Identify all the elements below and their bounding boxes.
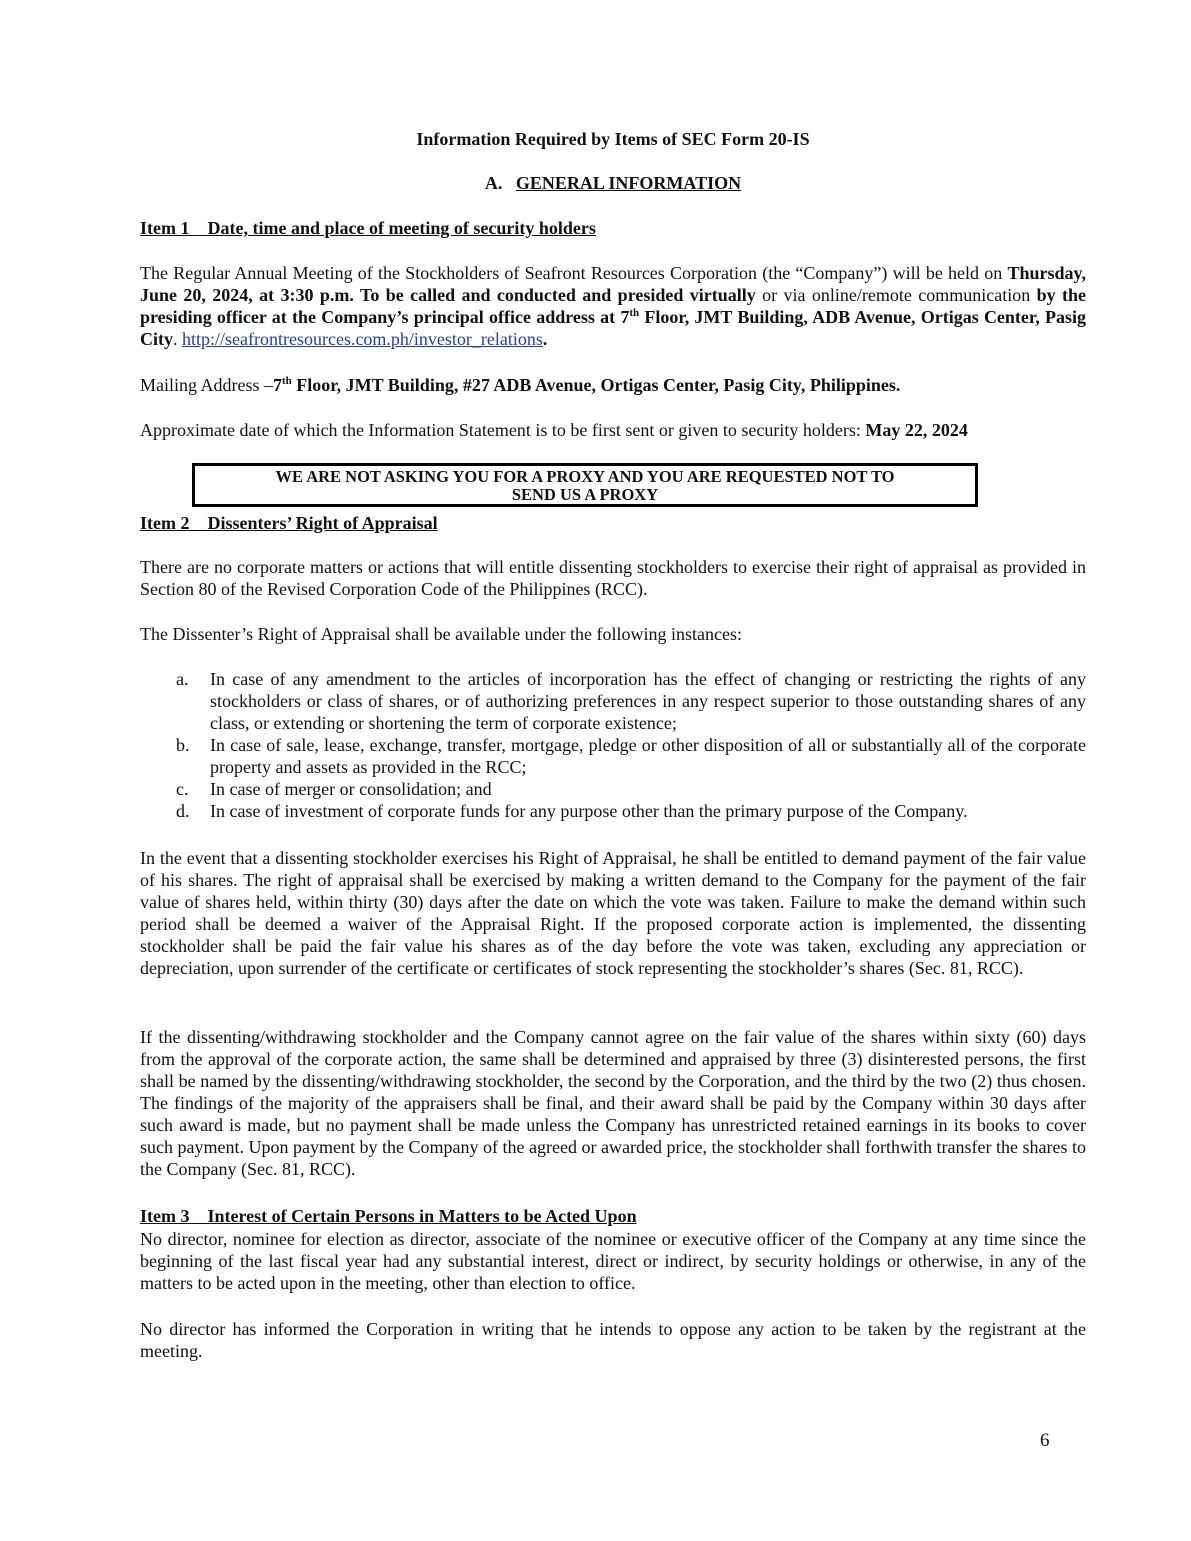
section-letter: A.	[484, 173, 503, 193]
investor-relations-link[interactable]: http://seafrontresources.com.ph/investor_relations	[182, 329, 543, 349]
item2-paragraph-2: The Dissenter’s Right of Appraisal shall be available under the following instances:	[140, 624, 743, 644]
item2-paragraph-3: In the event that a dissenting stockholder exercises his Right of Appraisal, he shall be entitled to demand payment of the fair value of his shares. The right of appraisal shall be exercised by making a written demand to the Company for the payment of the fair value of shares held, within thirty (30) days after the date on which the vote was taken. Failure to make the demand within such period shall be deemed a waiver of the Appraisal Right. If the proposed corporate action is implemented, the dissenting stockholder shall be paid the fair value his shares as of the day before the vote was taken, excluding any appreciation or depreciation, upon surrender of the certificate or certificates of stock representing the stockholder’s shares (Sec. 81, RCC).	[140, 848, 1086, 978]
list-marker: b.	[176, 735, 190, 755]
list-marker: d.	[176, 801, 190, 821]
list-item	[176, 800, 1086, 822]
list-marker: c.	[176, 779, 189, 799]
list-text: In case of sale, lease, exchange, transfer, mortgage, pledge or other disposition of all or substantially all of the corporate property and assets as provided in the RCC;	[210, 735, 1086, 777]
appraisal-instances-list	[176, 668, 1086, 822]
list-item	[176, 734, 1086, 778]
item3-paragraph-1: No director, nominee for election as director, associate of the nominee or executive officer of the Company at any time since the beginning of the last fiscal year had any substantial interest, direct or indirect, by security holdings or otherwise, in any of the matters to be acted upon in the meeting, other than election to office.	[140, 1229, 1086, 1293]
item2-heading: Item 2 Dissenters’ Right of Appraisal	[140, 513, 438, 533]
approximate-date: Approximate date of which the Information Statement is to be first sent or given to security holders: May 22, 2024	[140, 420, 968, 440]
page-number: 6	[1040, 1430, 1050, 1451]
section-label: GENERAL INFORMATION	[515, 173, 742, 193]
list-marker: a.	[176, 669, 189, 689]
proxy-notice-line1: WE ARE NOT ASKING YOU FOR A PROXY AND YOU ARE REQUESTED NOT TO	[275, 467, 895, 486]
item1-heading: Item 1 Date, time and place of meeting of security holders	[140, 218, 596, 238]
list-text: In case of any amendment to the articles of incorporation has the effect of changing or restricting the rights of any stockholders or class of shares, or of authorizing preferences in any respect superior to those outstanding shares of any class, or extending or shortening the term of corporate existence;	[210, 669, 1086, 733]
mailing-address: Mailing Address –7th Floor, JMT Building, #27 ADB Avenue, Ortigas Center, Pasig City, Philippines.	[140, 375, 901, 395]
list-text: In case of merger or consolidation; and	[210, 779, 492, 799]
proxy-notice-line2: SEND US A PROXY	[511, 485, 659, 504]
item3-heading: Item 3 Interest of Certain Persons in Matters to be Acted Upon	[140, 1206, 637, 1226]
item2-paragraph-1: There are no corporate matters or actions that will entitle dissenting stockholders to exercise their right of appraisal as provided in Section 80 of the Revised Corporation Code of the Philippines (RCC).	[140, 557, 1086, 599]
list-item	[176, 778, 1086, 800]
proxy-notice-box	[192, 463, 978, 507]
item1-paragraph: The Regular Annual Meeting of the Stockholders of Seafront Resources Corporation (the “Company”) will be held on Thursday, June 20, 2024, at 3:30 p.m. To be called and conducted and presided virtually or via online/remote communication by the presiding officer at the Company’s principal office address at 7th Floor, JMT Building, ADB Avenue, Ortigas Center, Pasig City. http://seafrontresources.com.ph/investor_relations.	[140, 263, 1086, 349]
item2-paragraph-4: If the dissenting/withdrawing stockholder and the Company cannot agree on the fair value of the shares within sixty (60) days from the approval of the corporate action, the same shall be determined and appraised by three (3) disinterested persons, the first shall be named by the dissenting/withdrawing stockholder, the second by the Corporation, and the third by the two (2) thus chosen. The findings of the majority of the appraisers shall be final, and their award shall be paid by the Company within 30 days after such award is made, but no payment shall be made unless the Company has unrestricted retained earnings in its books to cover such payment. Upon payment by the Company of the agreed or awarded price, the stockholder shall forthwith transfer the shares to the Company (Sec. 81, RCC).	[140, 1027, 1086, 1179]
section-heading	[140, 172, 1086, 194]
document-page	[140, 0, 1086, 1541]
list-item	[176, 668, 1086, 734]
list-text: In case of investment of corporate funds for any purpose other than the primary purpose of the Company.	[210, 801, 968, 821]
item3-paragraph-2: No director has informed the Corporation in writing that he intends to oppose any action to be taken by the registrant at the meeting.	[140, 1319, 1086, 1361]
document-title: Information Required by Items of SEC Form 20-IS	[416, 129, 810, 149]
